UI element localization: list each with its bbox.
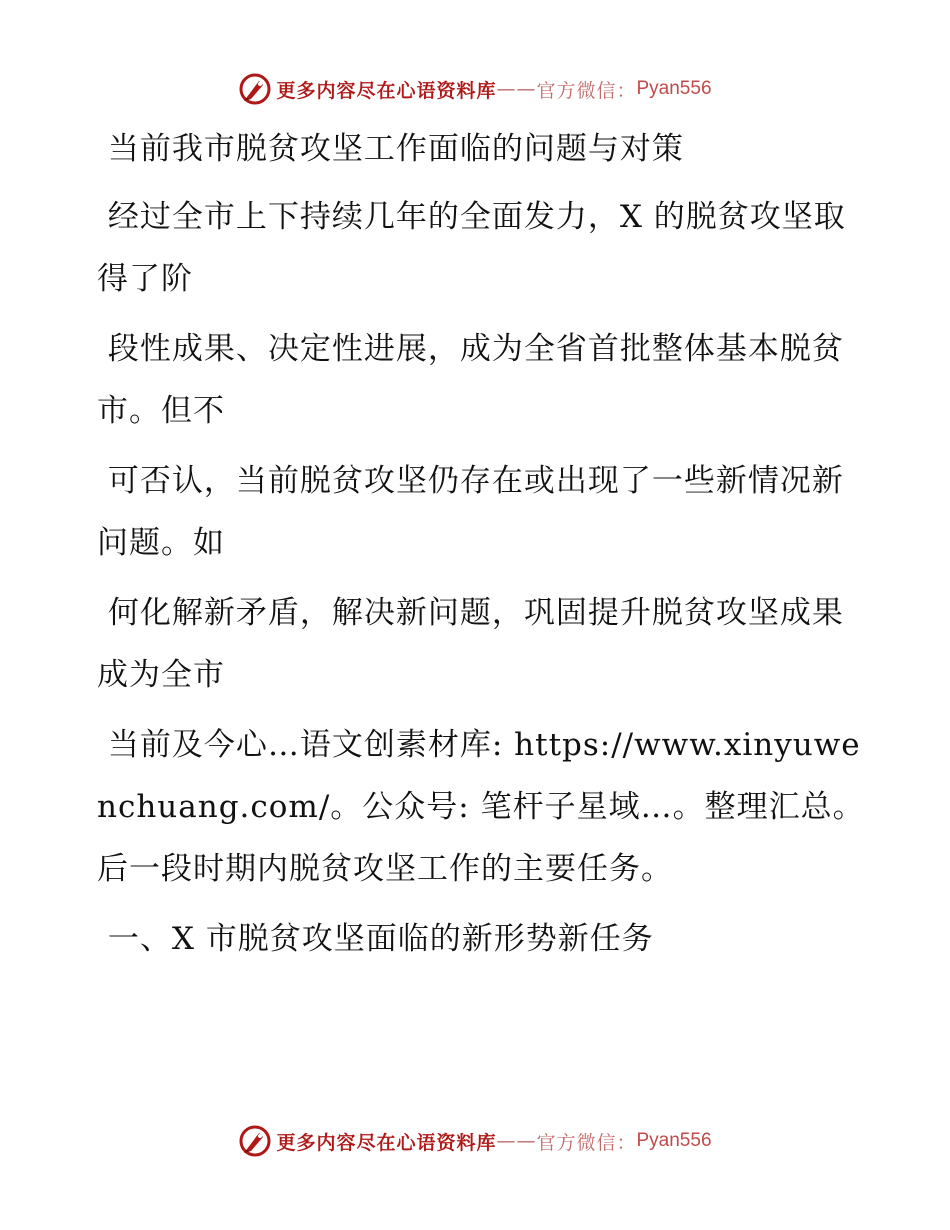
section-heading: 一、X 市脱贫攻坚面临的新形势新任务 bbox=[97, 921, 654, 957]
footer-brand: 更多内容尽在心语资料库 bbox=[276, 1131, 497, 1154]
paragraph-1: 经过全市上下持续几年的全面发力，X 的脱贫攻坚取得了阶 bbox=[97, 199, 846, 297]
header-banner bbox=[0, 69, 950, 109]
banner-handle: Pyan556 bbox=[636, 78, 712, 99]
banner-contact-label: 官方微信： bbox=[536, 79, 637, 102]
pen-nib-logo-icon bbox=[238, 1124, 272, 1158]
paragraph-5: 当前及今心…语文创素材库: https://www.xinyuwenchuang.com/。公众号: 笔杆子星域…。整理汇总。后一段时期内脱贫攻坚工作的主要任务。 bbox=[97, 727, 865, 887]
pen-nib-logo-icon bbox=[238, 72, 272, 106]
footer-separator: —— bbox=[496, 1130, 537, 1152]
footer-contact-label: 官方微信： bbox=[536, 1131, 637, 1154]
footer-handle: Pyan556 bbox=[636, 1130, 712, 1151]
paragraph-4: 何化解新矛盾，解决新问题，巩固提升脱贫攻坚成果成为全市 bbox=[97, 595, 844, 693]
banner-brand: 更多内容尽在心语资料库 bbox=[276, 79, 497, 102]
document-title: 当前我市脱贫攻坚工作面临的问题与对策 bbox=[97, 131, 684, 167]
footer-banner bbox=[0, 1121, 950, 1161]
paragraph-2: 段性成果、决定性进展，成为全省首批整体基本脱贫市。但不 bbox=[97, 331, 844, 429]
document-body bbox=[97, 118, 867, 978]
banner-separator: —— bbox=[496, 78, 537, 100]
paragraph-3: 可否认，当前脱贫攻坚仍存在或出现了一些新情况新问题。如 bbox=[97, 463, 844, 561]
